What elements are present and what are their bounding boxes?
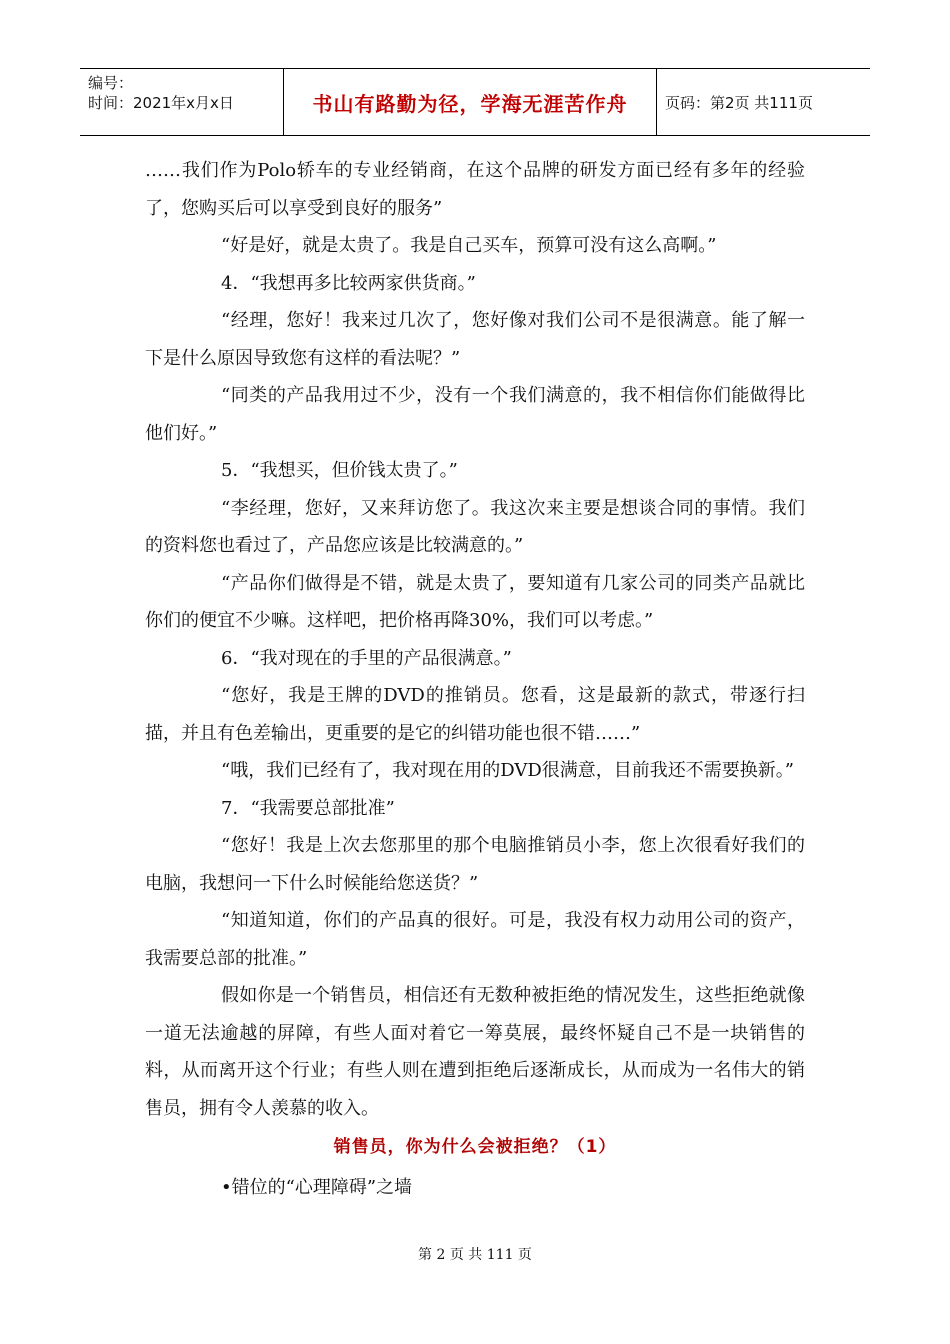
header-page-cell [657, 69, 870, 135]
body-paragraph: “您好，我是王牌的DVD的推销员。您看，这是最新的款式，带逐行扫描，并且有色差输出，更重要的是它的纠错功能也很不错……” [145, 685, 805, 744]
header-motto: 书山有路勤为径，学海无涯苦作舟 [312, 91, 628, 116]
document-body [145, 152, 805, 1206]
body-paragraph: “哦，我们已经有了，我对现在用的DVD很满意，目前我还不需要换新。” [221, 760, 794, 781]
page-footer: 第 2 页 共 111 页 [418, 1247, 532, 1263]
body-paragraph: “经理，您好！我来过几次了，您好像对我们公司不是很满意。能了解一下是什么原因导致您有这样的看法呢？” [145, 310, 805, 369]
header-motto-cell [283, 69, 657, 135]
body-paragraph: “同类的产品我用过不少，没有一个我们满意的，我不相信你们能做得比他们好。” [145, 385, 805, 444]
header-page-number: 页码：第2页 共111页 [665, 93, 813, 112]
document-header [80, 68, 870, 136]
body-paragraph: 4．“我想再多比较两家供货商。” [221, 272, 476, 294]
section-heading: 销售员，你为什么会被拒绝？（1） [333, 1137, 617, 1157]
body-paragraph: “知道知道，你们的产品真的很好。可是，我没有权力动用公司的资产，我需要总部的批准。” [145, 910, 805, 969]
body-paragraph: “李经理，您好，又来拜访您了。我这次来主要是想谈合同的事情。我们的资料您也看过了，产品您应该是比较满意的。” [145, 497, 805, 556]
body-paragraph: “好是好，就是太贵了。我是自己买车，预算可没有这么高啊。” [221, 235, 717, 256]
body-paragraph: 5．“我想买，但价钱太贵了。” [221, 460, 458, 481]
body-paragraph: 7．“我需要总部批准” [221, 797, 395, 819]
body-paragraph: ……我们作为Polo轿车的专业经销商，在这个品牌的研发方面已经有多年的经验了，您购买后可以享受到良好的服务” [145, 160, 805, 219]
document-number-label: 编号： [88, 74, 134, 92]
body-paragraph: 6．“我对现在的手里的产品很满意。” [221, 647, 512, 669]
document-time-label: 时间：2021年x月x日 [88, 94, 234, 112]
body-paragraph: “产品你们做得是不错，就是太贵了，要知道有几家公司的同类产品就比你们的便宜不少嘛。这样吧，把价格再降30%，我们可以考虑。” [145, 572, 805, 631]
body-paragraph: 假如你是一个销售员，相信还有无数种被拒绝的情况发生，这些拒绝就像一道无法逾越的屏障，有些人面对着它一筹莫展，最终怀疑自己不是一块销售的料，从而离开这个行业；有些人则在遭到拒绝后逐渐成长，从而成为一名伟大的销售员，拥有令人羡慕的收入。 [145, 985, 805, 1119]
bullet-item: •错位的“心理障碍”之墙 [221, 1176, 413, 1198]
header-meta [80, 69, 283, 135]
body-paragraph: “您好！我是上次去您那里的那个电脑推销员小李，您上次很看好我们的电脑，我想问一下什么时候能给您送货？” [145, 835, 805, 894]
